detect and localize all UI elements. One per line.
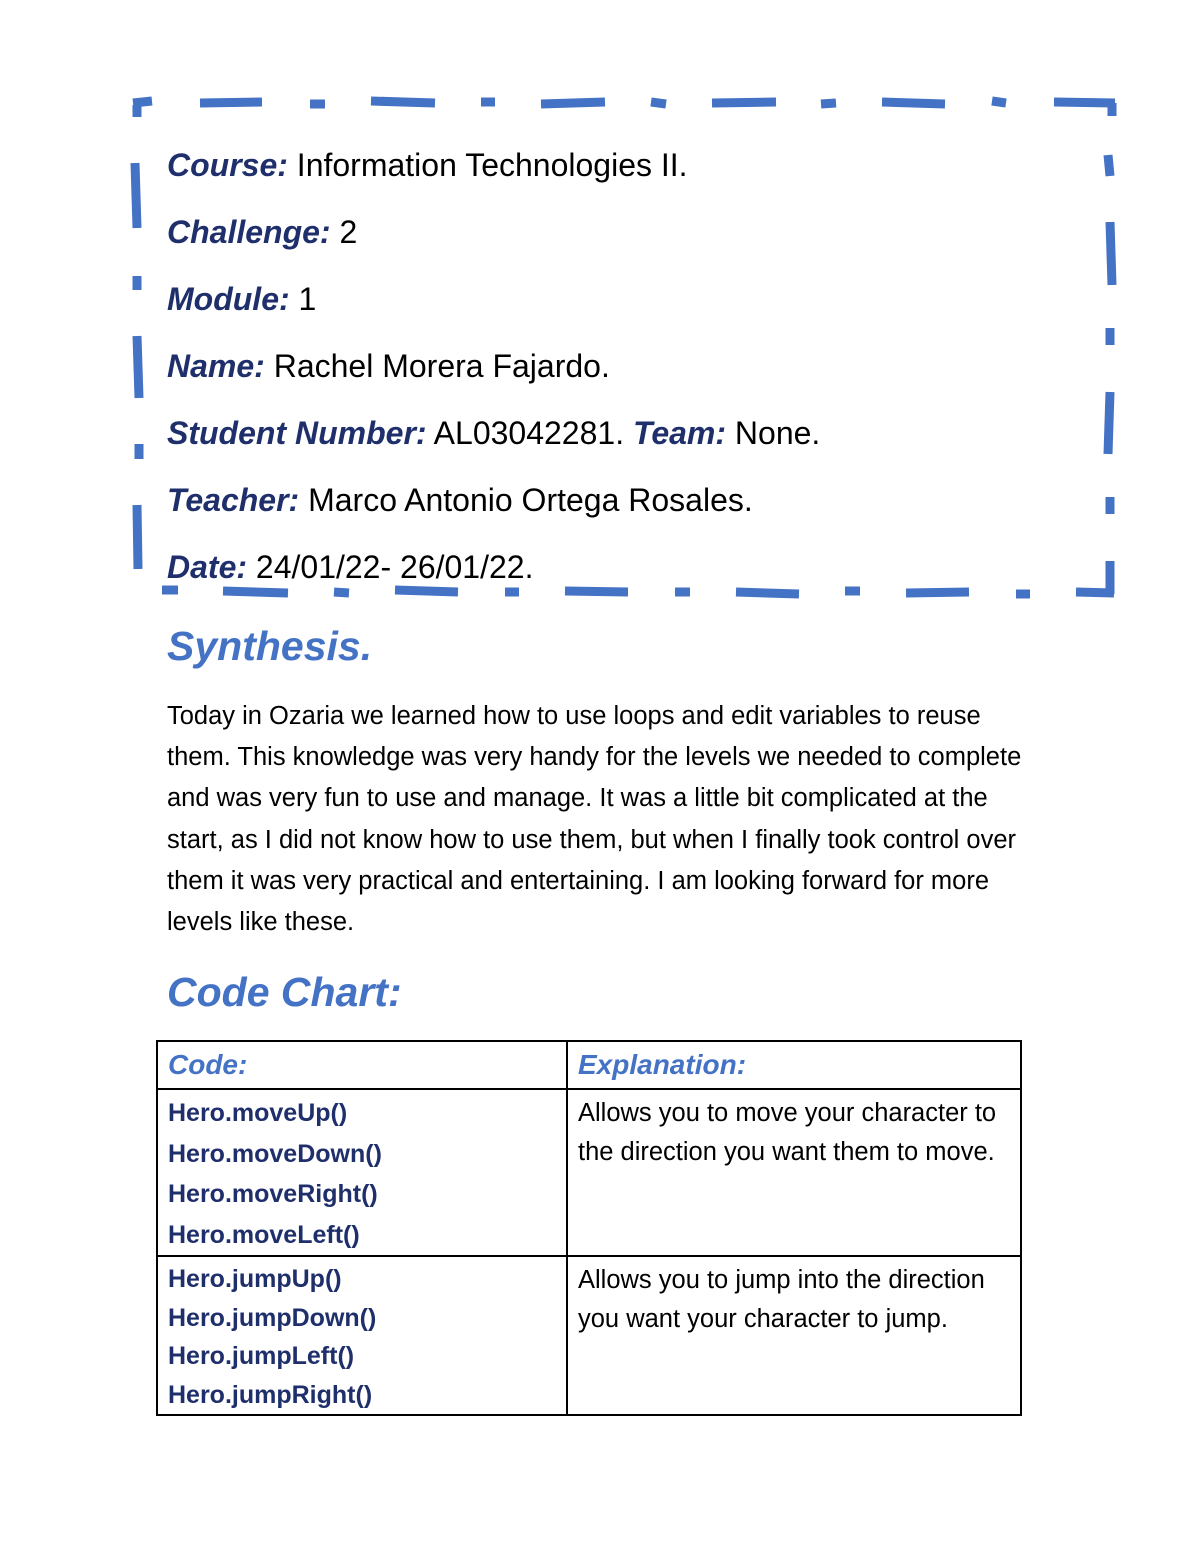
name-label: Name: xyxy=(167,348,265,384)
name-value: Rachel Morera Fajardo. xyxy=(264,348,610,384)
code-line: Hero.jumpRight() xyxy=(168,1380,373,1409)
column-header-code: Code: xyxy=(157,1041,567,1089)
student-number-value: AL03042281. xyxy=(426,415,625,451)
code-line: Hero.jumpUp() xyxy=(168,1265,342,1293)
teacher-value: Marco Antonio Ortega Rosales. xyxy=(299,482,753,518)
course-label: Course: xyxy=(167,147,288,183)
name-line xyxy=(167,341,610,391)
synthesis-paragraph: Today in Ozaria we learned how to use loops and edit variables to reuse them. This knowledge was very handy for the levels we needed to complete and was very fun to use and manage. It was a little bit complicated at the start, as I did not know how to use them, but when I finally took control over them it was very practical and entertaining. I am looking forward for more levels like these. xyxy=(167,702,1022,937)
code-chart-heading: Code Chart: xyxy=(167,969,402,1015)
code-line: Hero.moveLeft() xyxy=(168,1220,360,1249)
explanation-cell: Allows you to move your character to the direction you want them to move. xyxy=(567,1089,1021,1256)
module-line xyxy=(167,274,316,324)
course-value: Information Technologies II. xyxy=(287,147,688,183)
code-line: Hero.jumpDown() xyxy=(168,1303,377,1332)
challenge-label: Challenge: xyxy=(167,214,331,250)
explanation-cell: Allows you to jump into the direction you want your character to jump. xyxy=(567,1256,1021,1415)
table-header-row xyxy=(157,1041,1021,1089)
student-number-label: Student Number: xyxy=(167,415,427,451)
code-line: Hero.jumpLeft() xyxy=(168,1342,355,1370)
team-value: None. xyxy=(726,415,821,451)
module-value: 1 xyxy=(289,281,317,317)
code-line: Hero.moveRight() xyxy=(168,1180,378,1208)
team-label: Team: xyxy=(632,415,727,451)
course-line xyxy=(167,140,688,190)
challenge-value: 2 xyxy=(330,214,358,250)
table-row xyxy=(157,1256,1021,1415)
table-row xyxy=(157,1089,1021,1256)
code-cell xyxy=(157,1256,567,1415)
column-header-explanation: Explanation: xyxy=(567,1041,1021,1089)
code-chart-table xyxy=(156,1040,1022,1416)
code-line: Hero.moveUp() xyxy=(168,1099,348,1127)
date-label: Date: xyxy=(167,549,248,585)
synthesis-heading: Synthesis. xyxy=(167,623,373,669)
date-value: 24/01/22- 26/01/22. xyxy=(247,549,534,585)
code-line: Hero.moveDown() xyxy=(168,1139,382,1168)
teacher-line xyxy=(167,475,753,525)
module-label: Module: xyxy=(167,281,290,317)
code-cell xyxy=(157,1089,567,1256)
challenge-line xyxy=(167,207,357,257)
teacher-label: Teacher: xyxy=(167,482,300,518)
student-number-line xyxy=(167,408,820,458)
date-line xyxy=(167,542,533,592)
